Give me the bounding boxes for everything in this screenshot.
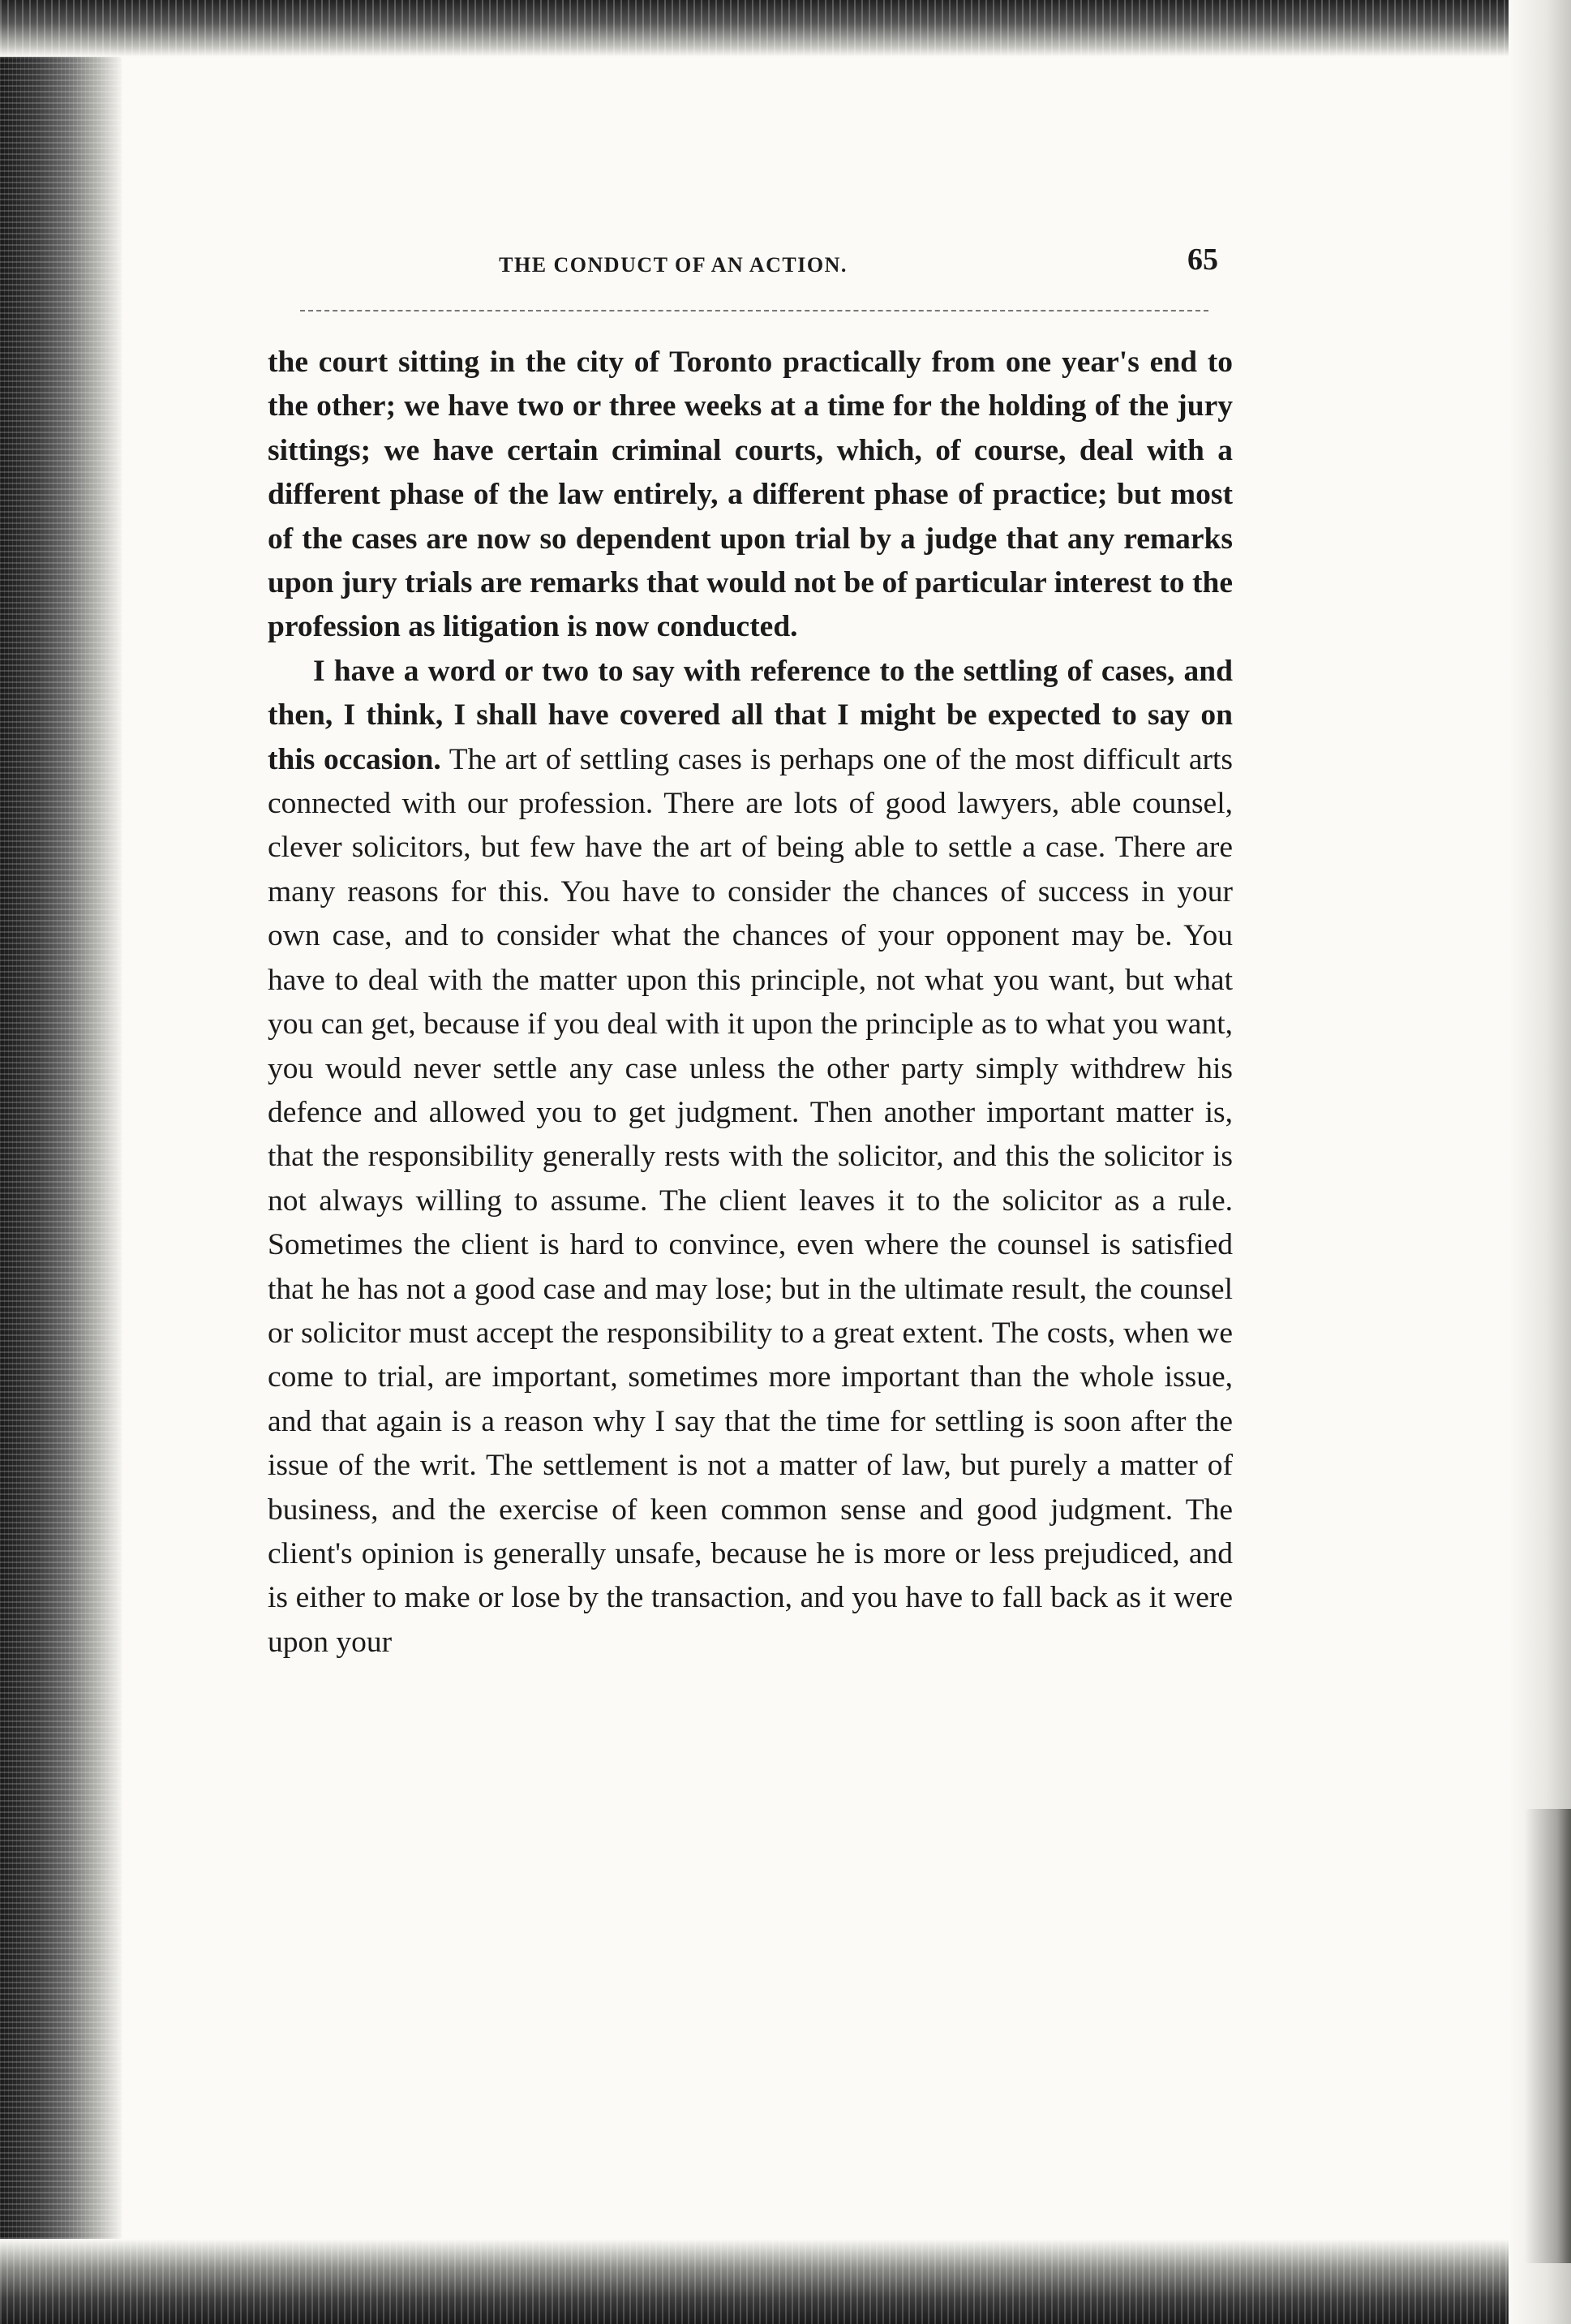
paragraph-body: The art of settling cases is perhaps one of the most difficult arts connected with our profession. There are lots of good lawyers, able counsel, clever solicitors, but few have the art of being able to settle a case. There are many reasons for this. You have to consider the chances of success in your own case, and to consider what the chances of your opponent may be. You have to deal with the matter upon this principle, not what you want, but what you can get, because if you deal with it upon the principle as to what you want, you would never settle any case unless the other party simply withdrew his defence and allowed you to get judgment. Then another important matter is, that the responsibility generally rests with the solicitor, and this the solicitor is not always willing to assume. The client leaves it to the solicitor as a rule. Sometimes the client is hard to convince, even where the counsel is satisfied that he has not a good case and may lose; but in the ultimate result, the counsel or solicitor must accept the responsibility to a great extent. The costs, when we come to trial, are important, sometimes more important than the whole issue, and that again is a reason why I say that the time for settling is soon after the issue of the writ. The settlement is not a matter of law, but purely a matter of business, and the exercise of keen common sense and good judgment. The client's opinion is generally unsafe, because he is more or less prejudiced, and is either to make or lose by the transaction, and you have to fall back as it were upon your	[268, 742, 1234, 1659]
header-rule	[300, 310, 1208, 311]
book-page	[268, 219, 1234, 1659]
scan-noise-left	[0, 0, 122, 2324]
page-number: 65	[1187, 243, 1218, 277]
paragraph-continued: the court sitting in the city of Toronto practically from one year's end to the other; we have two or three weeks at a time for the holding of the jury sittings; we have certain criminal courts, which, of course, deal with a different phase of the law entirely, a different phase of practice; but most of the cases are now so dependent upon trial by a judge that any remarks upon jury trials are remarks that would not be of particular interest to the profession as litigation is now conducted.	[268, 346, 1233, 644]
scan-noise-top	[0, 0, 1571, 57]
scan-noise-bottom	[0, 2239, 1571, 2324]
scan-shadow-right	[1525, 1809, 1571, 2263]
body-text	[268, 341, 1233, 1665]
running-title: THE CONDUCT OF AN ACTION.	[499, 253, 848, 277]
paragraph-settling-cases	[268, 650, 1233, 1665]
running-head	[268, 219, 1233, 276]
paragraph-lead: I have a word or two to say with reference to the settling of cases, and then, I think, I shall have covered all that I might be expected to say on this occasion.	[268, 654, 1233, 776]
